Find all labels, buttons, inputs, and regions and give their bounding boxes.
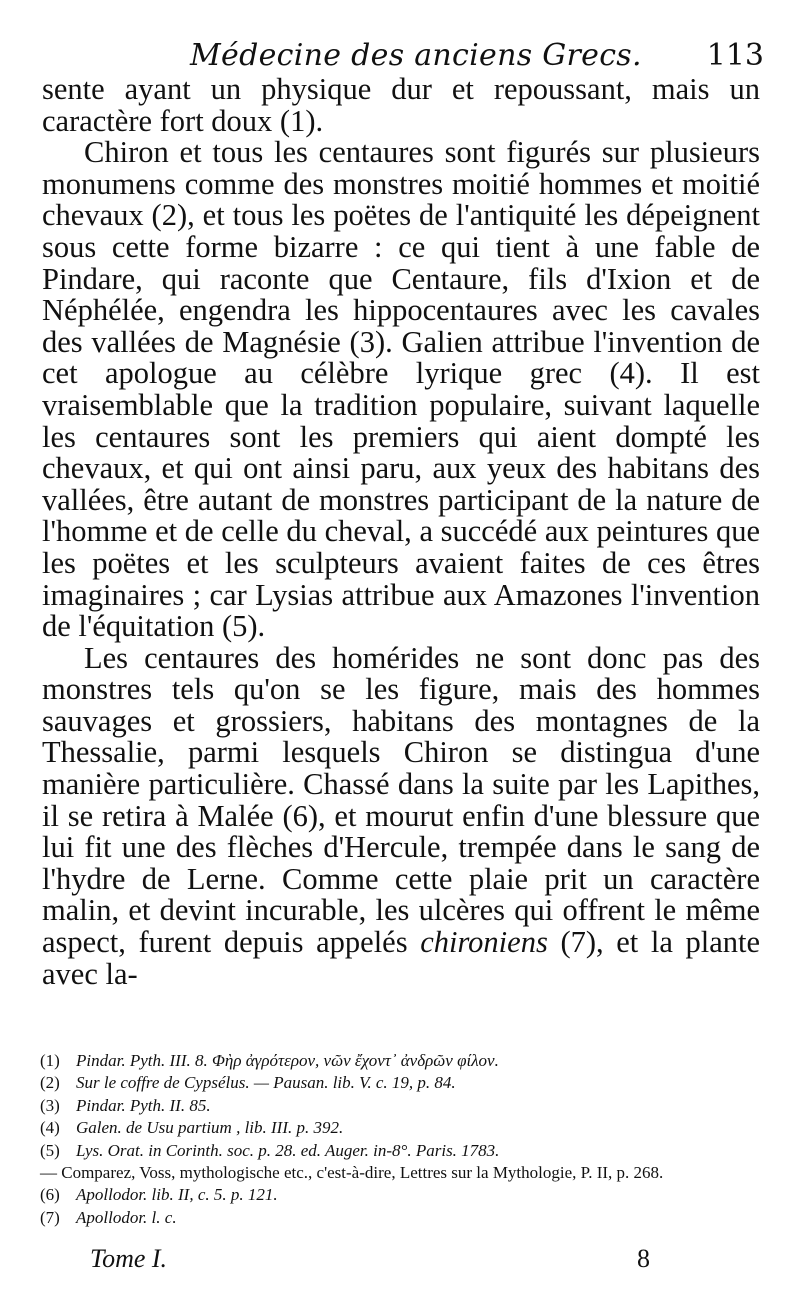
paragraph-3-end: (7), et la plante avec la- [42,925,760,991]
footnote [40,1095,760,1117]
paragraph-3 [42,640,760,991]
paragraph-2: Chiron et tous les centaures sont figurés sur plusieurs monumens comme des monstres moitié hommes et moitié chevaux (2), et tous les poëtes de l'antiquité les dépeignent sous cette forme bizarre : ce qui tient à une fable de Pindare, qui raconte que Centaure, fils d'Ixion et de Néphélée, engendra les hippocentaures avec les cavales des vallées de Magnésie (3). Galien attribue l'invention de cet apologue au célèbre lyrique grec (4). Il est vraisemblable que la tradition populaire, suivant laquelle les centaures sont les premiers qui aient dompté les chevaux, et qui ont ainsi paru, aux yeux des habitans des vallées, être autant de monstres participant de la nature de l'homme et de celle du cheval, a succédé aux peintures que les poëtes et les sculpteurs avaient faites de ces êtres imaginaires ; car Lysias attribue aux Amazones l'invention de l'équitation (5). [42,135,760,644]
footnote-text: Apollodor. l. c. [76,1207,177,1227]
footnote-number: (7) [40,1207,60,1227]
footnote [40,1207,760,1229]
footnote-text: Lys. Orat. in Corinth. soc. p. 28. ed. Auger. in-8°. Paris. 1783. [76,1140,500,1160]
paragraph-1: sente ayant un physique dur et repoussant, mais un caractère fort doux (1). [42,72,760,138]
footnote-text: Sur le coffre de Cypsélus. — Pausan. lib. V. c. 19, p. 84. [76,1073,456,1093]
footnote [40,1050,760,1072]
page-number: 113 [706,38,764,73]
footnote [40,1072,760,1094]
footnote-number: (2) [40,1073,60,1093]
footnotes [40,1050,760,1229]
volume-label: Tome I. [90,1244,168,1273]
footnote-number: (1) [40,1051,60,1070]
page-footer [90,1244,650,1274]
signature-mark: 8 [637,1244,650,1273]
footnote-continuation [40,1162,760,1184]
footnote-text: Galen. de Usu partium , lib. III. p. 392. [76,1118,344,1138]
footnote [40,1117,760,1139]
footnote-text: Apollodor. lib. II, c. 5. p. 121. [76,1185,278,1205]
footnote-text: Pindar. Pyth. III. 8. Φὴρ ἀγρότερον, νῶν ἔχοντ᾽ ἀνδρῶν φίλον. [76,1051,499,1070]
page-header [42,38,764,73]
footnote-number: (4) [40,1118,60,1138]
paragraph-3-text: Les centaures des homérides ne sont donc pas des monstres tels qu'on se les figure, mais des hommes sauvages et grossiers, habitans des montagnes de la Thessalie, parmi lesquels Chiron se distingua d'une manière particulière. Chassé dans la suite par les Lapithes, il se retira à Malée (6), et mourut enfin d'une blessure que lui fit une des flèches d'Hercule, trempée dans le sang de l'hydre de Lerne. Comme cette plaie prit un caractère malin, et devint incurable, les ulcères qui offrent le même aspect, furent depuis appelés [42,640,760,960]
footnote-number: (5) [40,1140,60,1160]
footnote [40,1140,760,1162]
footnote-text: Pindar. Pyth. II. 85. [76,1095,211,1115]
footnote-number: (6) [40,1185,60,1205]
footnote-number: (3) [40,1095,60,1115]
running-title: Médecine des anciens Grecs. [190,38,642,73]
main-text [42,74,760,990]
footnote [40,1184,760,1206]
italic-term: chironiens [420,925,548,960]
footnote-continuation-text: — Comparez, Voss, mythologische etc., c'est-à-dire, Lettres sur la Mythologie, P. II, p. 268. [40,1163,664,1183]
